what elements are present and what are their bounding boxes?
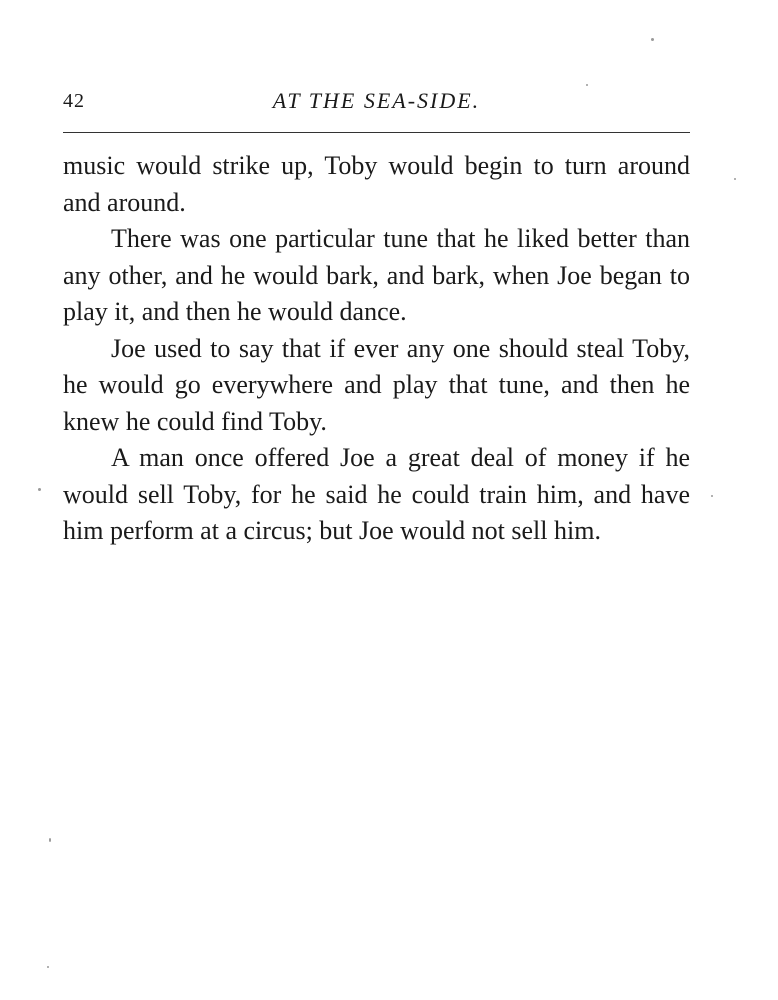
paragraph: A man once offered Joe a great deal of money if he would sell Toby, for he said he could train him, and have him perform at a circus; but Joe would not sell him. [63,443,690,545]
paragraph: Joe used to say that if ever any one should steal Toby, he would go everywhere and play that tune, and then he knew he could find Toby. [63,333,690,436]
header-rule [63,132,690,133]
paragraph-continuation: music would strike up, Toby would begin to turn around and around. [63,151,690,217]
body-text [63,148,690,550]
page-header [63,86,690,122]
running-title: AT THE SEA-SIDE. [272,88,481,113]
page-number: 42 [63,90,85,112]
paragraph: There was one particular tune that he liked better than any other, and he would bark, and bark, when Joe began to play it, and then he would dance. [63,224,690,326]
